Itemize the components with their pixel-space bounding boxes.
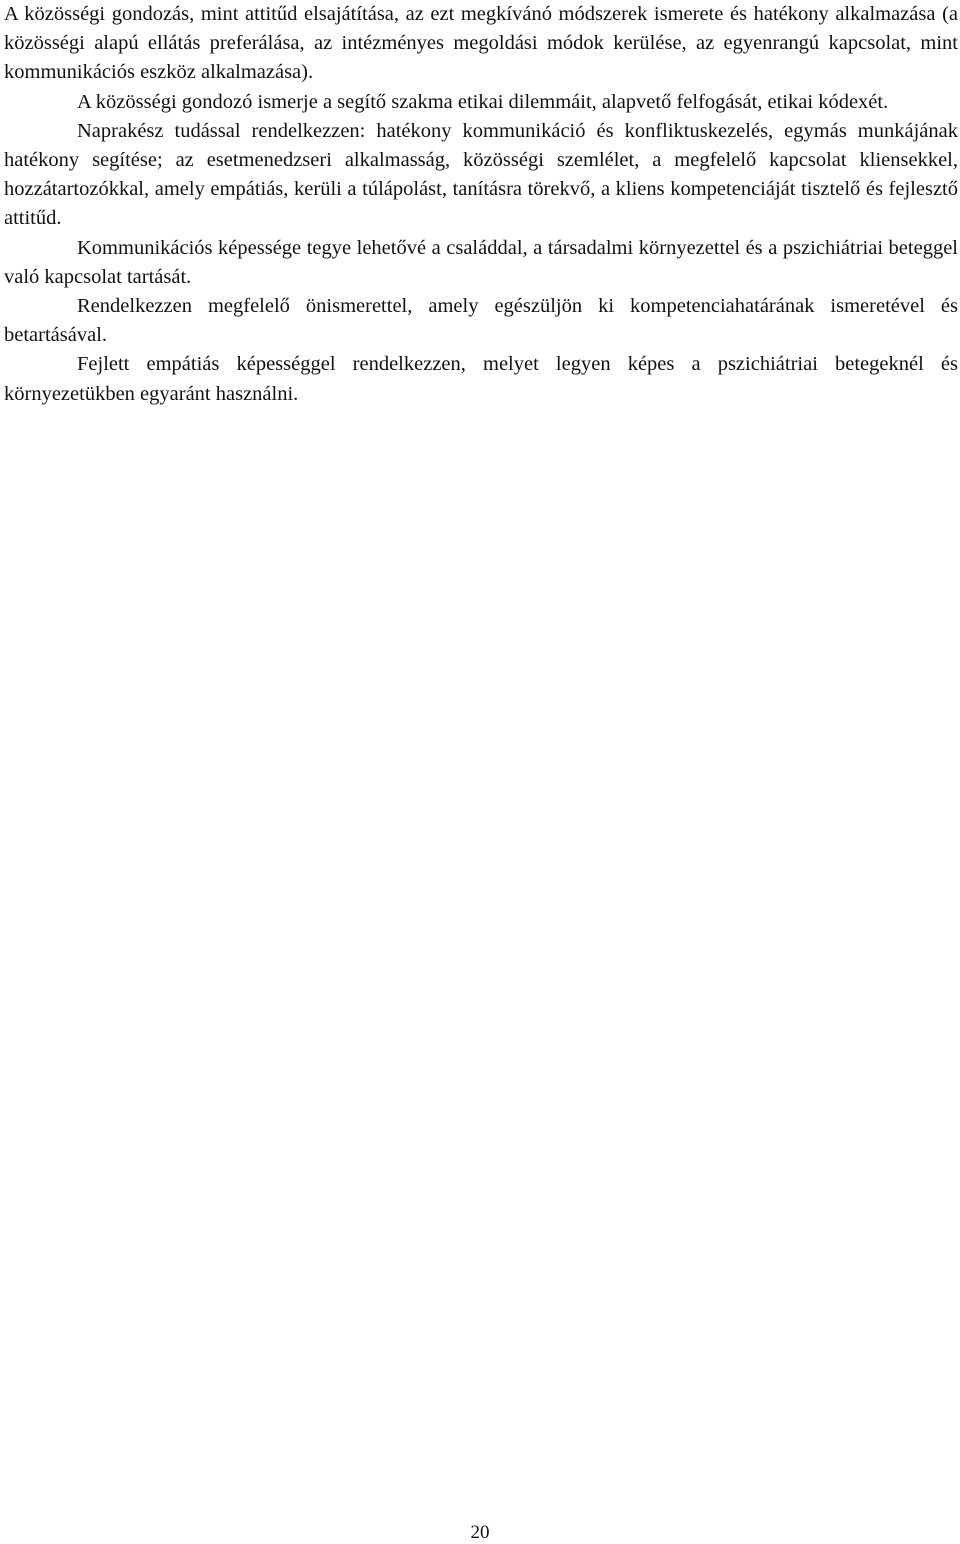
page-number: 20 (470, 1522, 490, 1543)
paragraph-up-to-date-knowledge: Naprakész tudással rendelkezzen: hatékony kommunikáció és konfliktuskezelés, egymás munkájának hatékony segítése; az esetmenedzseri alkalmasság, közösségi szemlélet, a megfelelő kapcsolat kliensekkel, hozzátartozókkal, amely empátiás, kerüli a túlápolást, tanításra törekvő, a kliens kompetenciáját tisztelő és fejlesztő attitűd. (4, 119, 958, 230)
document-body (4, 0, 958, 409)
paragraph-ethics: A közösségi gondozó ismerje a segítő szakma etikai dilemmáit, alapvető felfogását, etikai kódexét. (77, 90, 889, 113)
paragraph-self-knowledge: Rendelkezzen megfelelő önismerettel, amely egészüljön ki kompetenciahatárának ismeretével és betartásával. (4, 295, 958, 347)
paragraph-empathy: Fejlett empátiás képességgel rendelkezzen, melyet legyen képes a pszichiátriai betegeknél és környezetükben egyaránt használni. (4, 353, 958, 405)
paragraph-communication-skills: Kommunikációs képessége tegye lehetővé a családdal, a társadalmi környezettel és a pszichiátriai beteggel való kapcsolat tartását. (4, 236, 958, 288)
paragraph-community-care: A közösségi gondozás, mint attitűd elsajátítása, az ezt megkívánó módszerek ismerete és hatékony alkalmazása (a közösségi alapú ellátás preferálása, az intézményes megoldási módok kerülése, az egyenrangú kapcsolat, mint kommunikációs eszköz alkalmazása). (4, 3, 958, 84)
